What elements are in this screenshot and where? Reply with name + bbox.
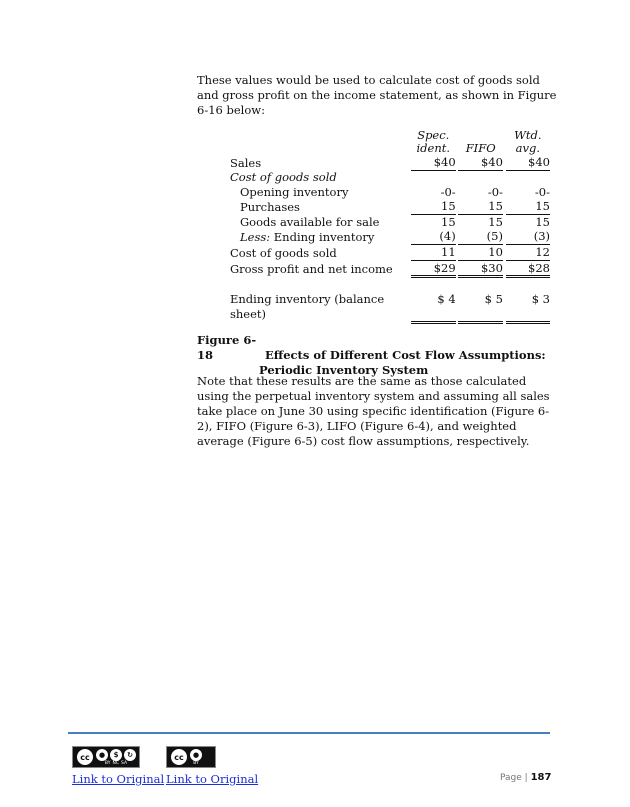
- row-label: Sales: [230, 155, 262, 170]
- cell-value: -0-: [440, 184, 456, 199]
- cell-value: $30: [458, 260, 503, 277]
- page-number-value: 187: [530, 772, 552, 783]
- table-row: [230, 170, 550, 185]
- table-row: [230, 292, 550, 322]
- header-spec-ident: Spec. ident.: [416, 128, 451, 155]
- license-by-label: BY: [104, 760, 111, 766]
- cell-value: (4): [411, 229, 456, 244]
- table-row: [230, 229, 550, 244]
- cell-value: 11: [411, 245, 456, 261]
- link-to-original-1[interactable]: Link to Original: [72, 772, 165, 786]
- cost-flow-table: [230, 129, 550, 324]
- cell-value: 15: [506, 199, 550, 214]
- page-label: Page: [500, 773, 522, 783]
- table-row: [230, 260, 550, 277]
- page-number: Page | 187: [500, 772, 552, 783]
- caption-line-2: Periodic Inventory System: [259, 363, 429, 377]
- row-label: [230, 229, 411, 244]
- cell-value: $40: [458, 155, 503, 170]
- row-label: Ending inventory (balance sheet): [230, 292, 385, 321]
- link-to-original-2[interactable]: Link to Original: [166, 772, 259, 786]
- less-prefix: Less:: [240, 229, 271, 244]
- cell-value: 12: [506, 245, 550, 261]
- cell-value: 15: [535, 214, 550, 229]
- cell-value: -0-: [487, 184, 503, 199]
- cell-value: 10: [458, 245, 503, 261]
- table-header-row: [230, 129, 550, 155]
- cell-value: $29: [411, 260, 456, 277]
- header-wtd-avg: Wtd. avg.: [514, 128, 542, 155]
- figure-caption: [197, 333, 557, 378]
- license-nc-label: NC: [112, 760, 120, 766]
- row-label: Cost of goods sold: [230, 170, 337, 185]
- cell-value: 15: [411, 199, 456, 214]
- row-label: Goods available for sale: [240, 214, 380, 229]
- header-fifo: FIFO: [465, 141, 496, 155]
- row-label-text: Ending inventory: [270, 229, 375, 244]
- row-label: Purchases: [240, 199, 300, 214]
- cc-by-nc-sa-badge[interactable]: [72, 746, 140, 768]
- cell-value: $40: [506, 155, 550, 170]
- cell-value: -0-: [534, 184, 550, 199]
- row-label: Gross profit and net income: [230, 262, 393, 277]
- table-row: [230, 199, 550, 214]
- note-paragraph: Note that these results are the same as those calculated using the perpetual inventory system and assuming all sales take place on June 30 using specific identification (Figure 6-2), FIFO (Figure 6-3), LIFO (Figure 6-4), and weighted average (Figure 6-5) cost flow assumptions, respectively.: [197, 374, 550, 448]
- license-by-label: BY: [193, 760, 199, 766]
- cell-value: $ 4: [411, 292, 456, 322]
- cc-by-badge[interactable]: [166, 746, 216, 768]
- no-dollar-icon: $: [110, 749, 122, 761]
- cell-value: (3): [506, 229, 550, 244]
- person-icon: ●: [96, 749, 108, 761]
- cell-value: 15: [488, 214, 503, 229]
- cell-value: $ 5: [458, 292, 503, 322]
- cell-value: 15: [458, 199, 503, 214]
- row-label: Cost of goods sold: [230, 245, 337, 260]
- table-row: [230, 214, 550, 229]
- cell-value: $40: [411, 155, 456, 170]
- cell-value: $28: [506, 260, 550, 277]
- caption-line-1: Effects of Different Cost Flow Assumptions:: [265, 348, 546, 362]
- cell-value: (5): [458, 229, 503, 244]
- person-icon: ●: [190, 749, 202, 761]
- figure-number: Figure 6-18: [197, 333, 257, 362]
- cc-icon: cc: [76, 748, 94, 766]
- row-label: Opening inventory: [240, 184, 349, 199]
- cc-icon: cc: [170, 748, 188, 766]
- share-alike-icon: ↻: [124, 749, 136, 761]
- footer-rule: [68, 732, 550, 734]
- license-sa-label: SA: [121, 760, 128, 766]
- cell-value: 15: [441, 214, 456, 229]
- cell-value: $ 3: [506, 292, 550, 322]
- intro-paragraph: These values would be used to calculate cost of goods sold and gross profit on the income statement, as shown in Figure 6-16 below:: [197, 73, 557, 117]
- table-row: [230, 185, 550, 200]
- table-row: [230, 245, 550, 261]
- table-row: [230, 155, 550, 170]
